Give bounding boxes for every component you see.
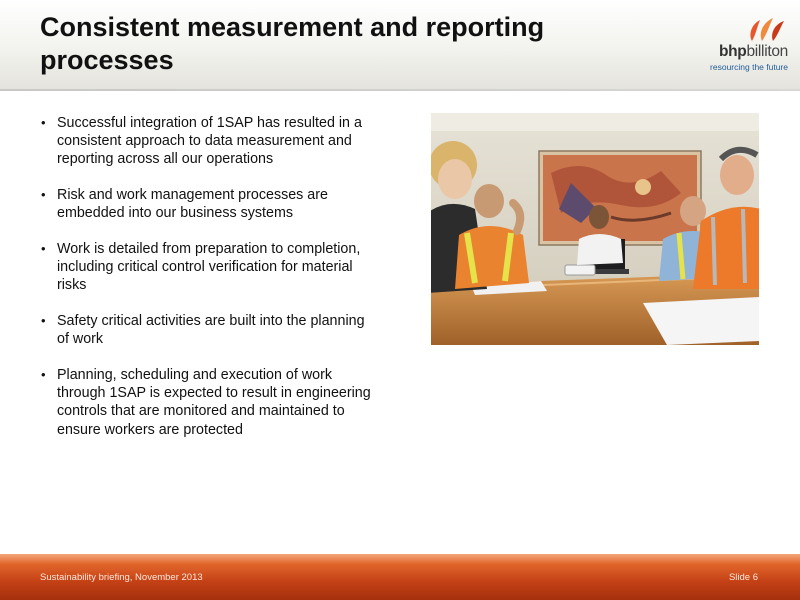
- logo-name-regular: billiton: [746, 43, 788, 60]
- bullet-text: Risk and work management processes are embedded into our business systems: [57, 187, 328, 222]
- footer-caption: Sustainability briefing, November 2013: [40, 572, 203, 583]
- bullet-item: [40, 240, 375, 295]
- slide-title: Consistent measurement and reporting processes: [40, 12, 545, 75]
- logo-name-bold: bhp: [718, 43, 747, 60]
- header-divider: [0, 89, 800, 91]
- slide-footer: [0, 554, 800, 600]
- bullet-glyph: •: [41, 367, 46, 383]
- bullet-item: [40, 366, 375, 439]
- logo-wordmark: [708, 43, 788, 61]
- bullet-glyph: •: [41, 187, 46, 203]
- meeting-photo-illustration: [431, 113, 759, 345]
- bullet-glyph: •: [41, 115, 46, 130]
- bullet-text: Successful integration of 1SAP has resulted in a consistent approach to data measurement and reporting across all our operations: [57, 115, 362, 168]
- bullet-text: Planning, scheduling and execution of work through 1SAP is expected to result in engineering controls that are monitored and maintained to ensure workers are protected: [57, 367, 371, 438]
- meeting-photo: [431, 113, 759, 345]
- bullet-text: Safety critical activities are built into the planning of work: [57, 313, 365, 348]
- slide-number: Slide 6: [728, 572, 758, 583]
- bhp-logo-mark-icon: [746, 16, 786, 42]
- bullet-text: Work is detailed from preparation to completion, including critical control verification for material risks: [57, 241, 361, 294]
- bullet-item: [40, 312, 375, 348]
- bhp-billiton-logo: [708, 16, 788, 76]
- bullet-list: [40, 114, 375, 456]
- bullet-item: [40, 186, 375, 222]
- bullet-glyph: •: [41, 313, 46, 329]
- logo-tagline: resourcing the future: [710, 62, 788, 72]
- bullet-item: [40, 114, 375, 169]
- bullet-glyph: •: [41, 241, 46, 257]
